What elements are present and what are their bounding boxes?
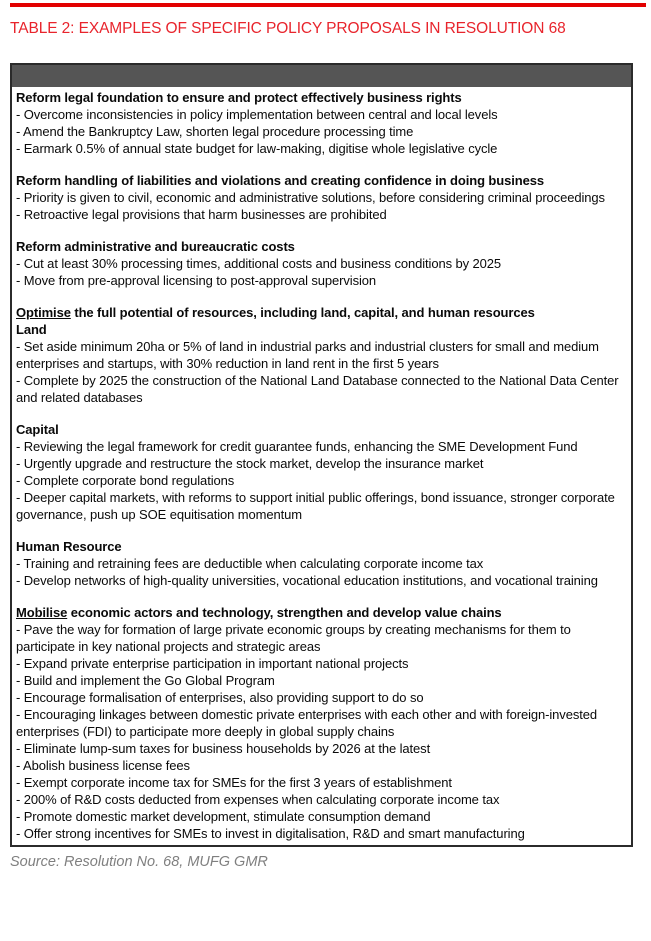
policy-section	[16, 538, 627, 589]
policy-bullet: - Encouraging linkages between domestic private enterprises with each other and with foreign-invested enterprises (FDI) to participate more deeply in global supply chains	[16, 707, 598, 739]
top-accent-rule	[10, 3, 646, 7]
section-subheading: Land	[16, 322, 47, 337]
section-heading: Reform legal foundation to ensure and protect effectively business rights	[16, 90, 462, 105]
policy-bullet: - Exempt corporate income tax for SMEs for the first 3 years of establishment	[16, 775, 452, 790]
section-heading: Human Resource	[16, 539, 122, 554]
policy-bullet: - Abolish business license fees	[16, 758, 190, 773]
policy-section	[16, 172, 627, 223]
policy-bullet: - Move from pre-approval licensing to post-approval supervision	[16, 273, 377, 288]
section-heading: Optimise the full potential of resources, including land, capital, and human resources	[16, 305, 535, 320]
policy-bullet: - Eliminate lump-sum taxes for business households by 2026 at the latest	[16, 741, 431, 756]
policy-bullet: - Offer strong incentives for SMEs to invest in digitalisation, R&D and smart manufacturing	[16, 826, 525, 841]
policy-bullet: - Set aside minimum 20ha or 5% of land in industrial parks and industrial clusters for small and medium enterprises and startups, with 30% reduction in land rent in the first 5 years	[16, 339, 599, 371]
section-heading: Capital	[16, 422, 59, 437]
section-heading: Reform handling of liabilities and violations and creating confidence in doing business	[16, 173, 544, 188]
policy-bullet: - Build and implement the Go Global Program	[16, 673, 275, 688]
policy-bullet: - Overcome inconsistencies in policy implementation between central and local levels	[16, 107, 498, 122]
heading-underlined-word: Optimise	[16, 305, 71, 320]
policy-bullet: - Develop networks of high-quality universities, vocational education institutions, and vocational training	[16, 573, 598, 588]
policy-bullet: - Pave the way for formation of large private economic groups by creating mechanisms for them to participate in key national projects and strategic areas	[16, 622, 571, 654]
policy-bullet: - Retroactive legal provisions that harm businesses are prohibited	[16, 207, 387, 222]
heading-underlined-word: Mobilise	[16, 605, 68, 620]
policy-bullet: - Encourage formalisation of enterprises, also providing support to do so	[16, 690, 424, 705]
policy-bullet: - Complete corporate bond regulations	[16, 473, 235, 488]
policy-section	[16, 304, 627, 406]
policy-bullet: - Deeper capital markets, with reforms to support initial public offerings, bond issuance, stronger corporate governance, push up SOE equitisation momentum	[16, 490, 615, 522]
source-caption: Source: Resolution No. 68, MUFG GMR	[10, 854, 268, 870]
section-heading: Reform administrative and bureaucratic costs	[16, 239, 295, 254]
policy-section	[16, 238, 627, 289]
table-header-band	[12, 65, 631, 87]
policy-section	[16, 421, 627, 523]
policy-bullet: - Expand private enterprise participation in important national projects	[16, 656, 409, 671]
policy-bullet: - 200% of R&D costs deducted from expenses when calculating corporate income tax	[16, 792, 500, 807]
policy-section	[16, 89, 627, 157]
policy-bullet: - Cut at least 30% processing times, additional costs and business conditions by 2025	[16, 256, 502, 271]
policy-bullet: - Promote domestic market development, stimulate consumption demand	[16, 809, 431, 824]
table-body	[12, 87, 631, 845]
policy-table	[10, 63, 633, 847]
policy-bullet: - Priority is given to civil, economic and administrative solutions, before considering criminal proceedings	[16, 190, 605, 205]
section-heading: Mobilise economic actors and technology, strengthen and develop value chains	[16, 605, 502, 620]
policy-bullet: - Training and retraining fees are deductible when calculating corporate income tax	[16, 556, 484, 571]
policy-bullet: - Complete by 2025 the construction of the National Land Database connected to the National Data Center and related databases	[16, 373, 619, 405]
page-title: TABLE 2: EXAMPLES OF SPECIFIC POLICY PROPOSALS IN RESOLUTION 68	[10, 20, 566, 37]
policy-section	[16, 604, 627, 842]
policy-bullet: - Earmark 0.5% of annual state budget for law-making, digitise whole legislative cycle	[16, 141, 498, 156]
policy-bullet: - Reviewing the legal framework for credit guarantee funds, enhancing the SME Development Fund	[16, 439, 578, 454]
policy-bullet: - Amend the Bankruptcy Law, shorten legal procedure processing time	[16, 124, 414, 139]
policy-bullet: - Urgently upgrade and restructure the stock market, develop the insurance market	[16, 456, 484, 471]
